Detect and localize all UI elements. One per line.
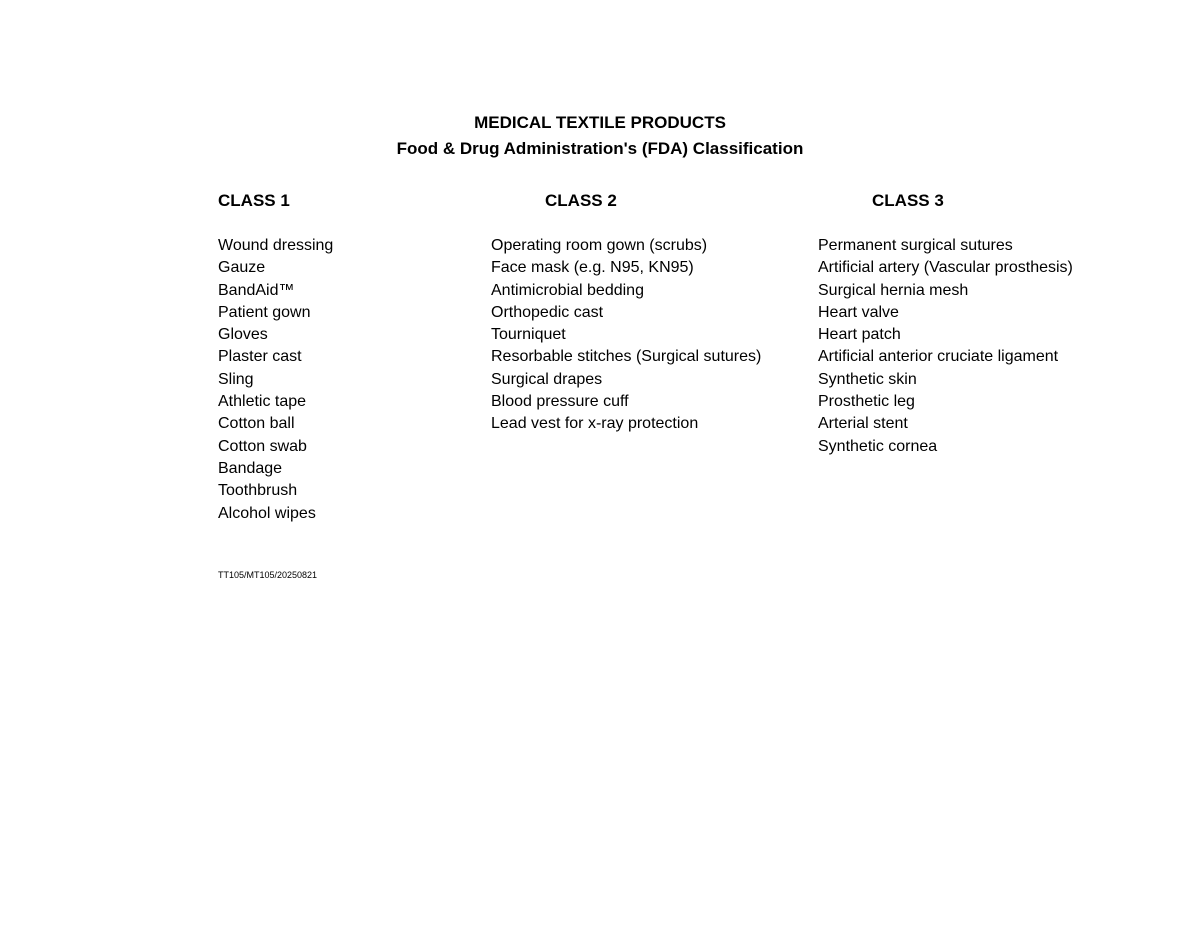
list-item: Plaster cast <box>218 348 302 366</box>
document-title: MEDICAL TEXTILE PRODUCTS <box>474 113 726 132</box>
list-item: Permanent surgical sutures <box>818 237 1013 254</box>
list-item: Cotton ball <box>218 415 295 433</box>
list-item: Alcohol wipes <box>218 504 316 522</box>
class-2-heading: CLASS 2 <box>545 191 617 210</box>
class-3-list <box>818 235 1073 458</box>
list-item: Surgical hernia mesh <box>818 281 969 299</box>
list-item: Gauze <box>218 259 266 277</box>
document-subtitle: Food & Drug Administration's (FDA) Classification <box>396 139 804 158</box>
list-item: Tourniquet <box>491 326 566 344</box>
class-1-list <box>218 235 333 525</box>
list-item: Wound dressing <box>218 237 334 254</box>
list-item: Blood pressure cuff <box>491 393 629 411</box>
list-item: Patient gown <box>218 303 311 321</box>
list-item: Operating room gown (scrubs) <box>491 237 708 254</box>
class-2-list <box>491 235 761 436</box>
list-item: Synthetic skin <box>818 370 917 388</box>
list-item: Toothbrush <box>218 482 298 500</box>
document-code: TT105/MT105/20250821 <box>218 570 318 580</box>
list-item: Face mask (e.g. N95, KN95) <box>491 259 694 277</box>
list-item: BandAid™ <box>218 281 295 299</box>
list-item: Heart valve <box>818 303 899 321</box>
list-item: Surgical drapes <box>491 370 603 388</box>
list-item: Lead vest for x-ray protection <box>491 415 699 433</box>
class-1-heading: CLASS 1 <box>218 191 290 210</box>
list-item: Resorbable stitches (Surgical sutures) <box>491 348 762 366</box>
list-item: Sling <box>218 370 254 388</box>
list-item: Heart patch <box>818 326 901 344</box>
class-3-heading: CLASS 3 <box>872 191 944 210</box>
list-item: Synthetic cornea <box>818 437 938 455</box>
list-item: Bandage <box>218 459 283 477</box>
list-item: Artificial anterior cruciate ligament <box>818 348 1059 366</box>
list-item: Prosthetic leg <box>818 393 915 411</box>
list-item: Antimicrobial bedding <box>491 281 644 299</box>
list-item: Cotton swab <box>218 437 307 455</box>
list-item: Arterial stent <box>818 415 908 433</box>
list-item: Athletic tape <box>218 393 307 411</box>
list-item: Gloves <box>218 326 268 344</box>
list-item: Artificial artery (Vascular prosthesis) <box>818 259 1073 277</box>
list-item: Orthopedic cast <box>491 303 604 321</box>
